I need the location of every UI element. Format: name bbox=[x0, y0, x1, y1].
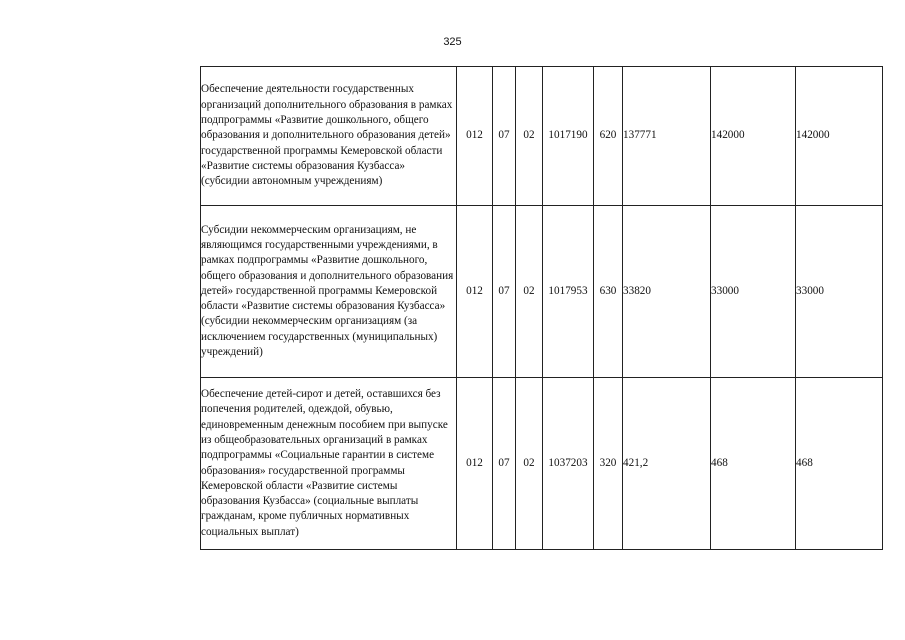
row-description: Обеспечение детей-сирот и детей, оставшихся без попечения родителей, одеждой, обувью, единовременным денежным пособием при выпуске из общеобразовательных организаций в рамках подпрограммы «Социальные гарантии в системе образования» государственной программы Кемеровской области «Развитие системы образования Кузбасса» (социальные выплаты гражданам, кроме публичных нормативных социальных выплат) bbox=[201, 378, 457, 550]
target-article-code: 1017953 bbox=[543, 206, 594, 378]
target-article-code: 1017190 bbox=[543, 67, 594, 206]
table-row bbox=[201, 206, 883, 378]
section-code: 07 bbox=[493, 67, 516, 206]
budget-table bbox=[200, 66, 883, 550]
row-description: Субсидии некоммерческим организациям, не являющимся государственными учреждениями, в рамках подпрограммы «Развитие дошкольного, общего образования и дополнительного образования детей» государственной программы Кемеровской области «Развитие системы образования Кузбасса» (субсидии некоммерческим организациям (за исключением государственных (муниципальных) учреждений) bbox=[201, 206, 457, 378]
subsection-code: 02 bbox=[516, 378, 543, 550]
expense-type-code: 620 bbox=[594, 67, 623, 206]
amount-year-1: 137771 bbox=[623, 67, 711, 206]
target-article-code: 1037203 bbox=[543, 378, 594, 550]
amount-year-1: 421,2 bbox=[623, 378, 711, 550]
amount-year-3: 142000 bbox=[796, 67, 883, 206]
ministry-code: 012 bbox=[457, 67, 493, 206]
ministry-code: 012 bbox=[457, 378, 493, 550]
amount-year-2: 142000 bbox=[711, 67, 796, 206]
amount-year-3: 468 bbox=[796, 378, 883, 550]
table-row bbox=[201, 378, 883, 550]
amount-year-2: 468 bbox=[711, 378, 796, 550]
amount-year-1: 33820 bbox=[623, 206, 711, 378]
section-code: 07 bbox=[493, 206, 516, 378]
ministry-code: 012 bbox=[457, 206, 493, 378]
expense-type-code: 630 bbox=[594, 206, 623, 378]
section-code: 07 bbox=[493, 378, 516, 550]
page-number: 325 bbox=[443, 36, 462, 48]
subsection-code: 02 bbox=[516, 67, 543, 206]
expense-type-code: 320 bbox=[594, 378, 623, 550]
row-description: Обеспечение деятельности государственных организаций дополнительного образования в рамках подпрограммы «Развитие дошкольного, общего образования и дополнительного образования детей» государственной программы Кемеровской области «Развитие системы образования Кузбасса» (субсидии автономным учреждениям) bbox=[201, 67, 457, 206]
table-row bbox=[201, 67, 883, 206]
amount-year-3: 33000 bbox=[796, 206, 883, 378]
subsection-code: 02 bbox=[516, 206, 543, 378]
amount-year-2: 33000 bbox=[711, 206, 796, 378]
